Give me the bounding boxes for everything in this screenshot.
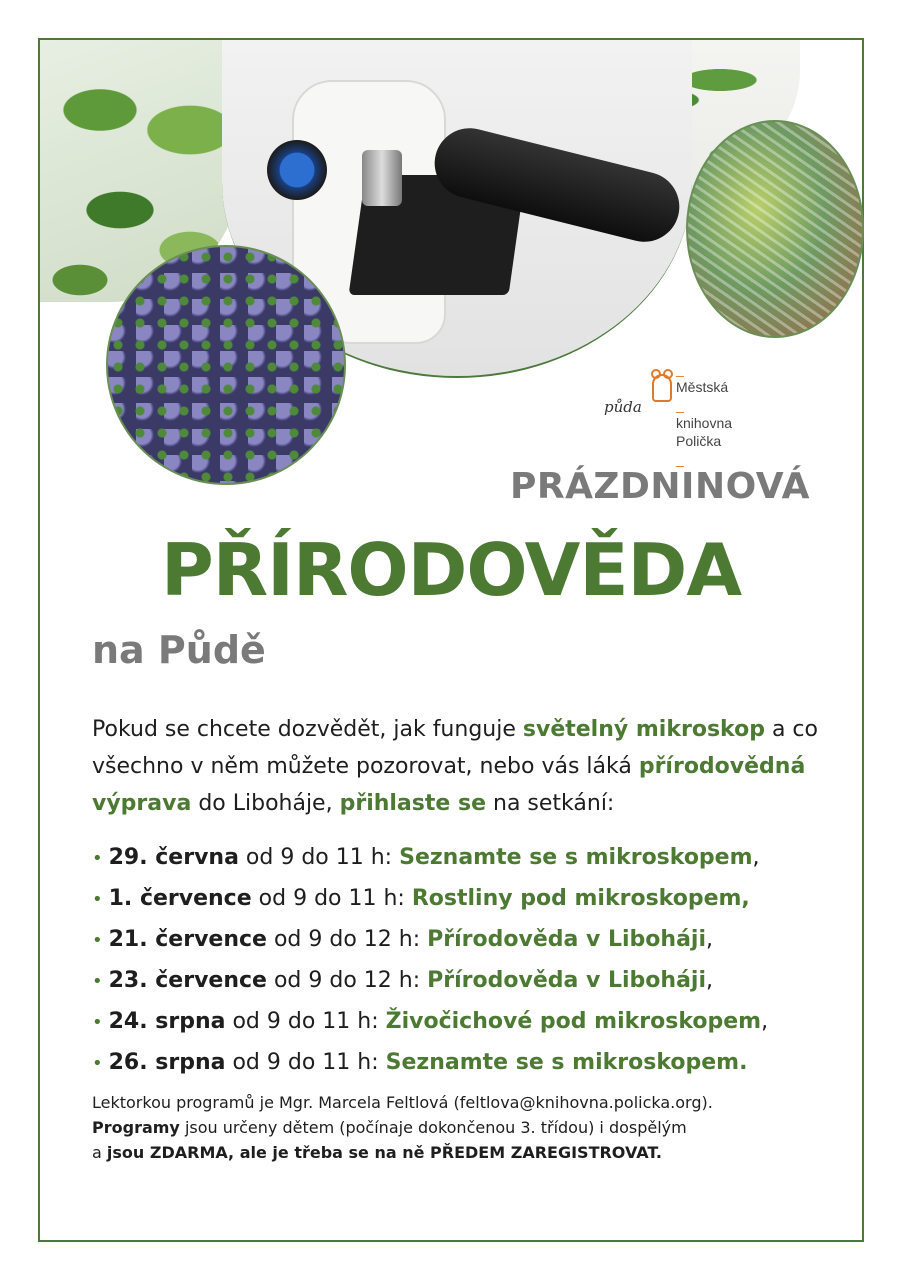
intro-paragraph [92, 711, 822, 822]
footer-text-2: jsou určeny dětem (počínaje dokončenou 3. třídou) i dospělým [184, 1118, 687, 1137]
session-topic: Seznamte se s mikroskopem. [385, 1050, 748, 1075]
session-topic: Seznamte se s mikroskopem [399, 845, 753, 870]
session-time: od 9 do 11 h: [258, 886, 405, 911]
list-item [92, 838, 852, 879]
session-date: 21. července [108, 927, 267, 952]
session-date: 29. června [108, 845, 239, 870]
bullet-icon: • [92, 971, 103, 992]
logo-text: _ Městská _ knihovna Polička _ [676, 361, 733, 467]
footer-line-3 [92, 1140, 812, 1165]
list-item [92, 1043, 852, 1084]
heading-kicker: PRÁZDNINOVÁ [509, 466, 810, 507]
session-list [92, 838, 852, 1084]
footer-line-2 [92, 1115, 812, 1140]
session-punct: , [752, 845, 760, 870]
session-topic: Rostliny pod mikroskopem, [411, 886, 750, 911]
page-subtitle: na Půdě [92, 628, 266, 672]
intro-text-3: do Liboháje, [198, 791, 333, 816]
cells-micrograph [106, 245, 346, 485]
intro-highlight-3: přihlaste se [339, 791, 486, 816]
session-time: od 9 do 11 h: [232, 1050, 379, 1075]
session-topic: Živočichové pod mikroskopem [385, 1009, 762, 1034]
microscope-knob [267, 140, 327, 200]
bullet-icon: • [92, 1053, 103, 1074]
footer-text-3: a [92, 1143, 102, 1162]
library-logo [604, 360, 764, 467]
session-time: od 9 do 12 h: [273, 968, 421, 993]
bullet-icon: • [92, 930, 103, 951]
footer-bold-2: jsou ZDARMA, ale je třeba se na ně PŘEDEM ZAREGISTROVAT. [106, 1143, 662, 1162]
session-punct: , [706, 968, 714, 993]
logo-script: půda [604, 398, 642, 416]
session-time: od 9 do 11 h: [245, 845, 393, 870]
session-date: 26. srpna [108, 1050, 226, 1075]
page-title: PŘÍRODOVĚDA [160, 528, 742, 612]
crystal-micrograph [686, 120, 864, 338]
session-topic: Přírodověda v Liboháji [427, 968, 707, 993]
session-time: od 9 do 11 h: [232, 1009, 379, 1034]
session-topic: Přírodověda v Liboháji [427, 927, 707, 952]
owl-icon [652, 374, 672, 402]
logo-line-3: Polička [676, 433, 722, 449]
list-item [92, 961, 852, 1002]
bullet-icon: • [92, 1012, 103, 1033]
session-punct: , [761, 1009, 769, 1034]
footer-line-1: Lektorkou programů je Mgr. Marcela Feltlová (feltlova@knihovna.policka.org). [92, 1093, 713, 1112]
logo-line-1: Městská [676, 379, 729, 395]
session-date: 24. srpna [108, 1009, 226, 1034]
session-punct: , [706, 927, 714, 952]
bullet-icon: • [92, 889, 103, 910]
intro-text-1: Pokud se chcete dozvědět, jak funguje [92, 717, 516, 742]
footer-note [92, 1090, 812, 1165]
footer-bold-1: Programy [92, 1118, 180, 1137]
session-date: 1. července [108, 886, 252, 911]
bullet-icon: • [92, 848, 103, 869]
logo-line-2: knihovna [676, 415, 733, 431]
intro-highlight-1: světelný mikroskop [522, 717, 765, 742]
session-time: od 9 do 12 h: [273, 927, 421, 952]
intro-text-4: na setkání: [493, 791, 615, 816]
intro-text-2: a co všechno v něm můžete pozorovat, nebo vás láká [92, 717, 818, 779]
microscope-objective [362, 150, 402, 206]
list-item [92, 879, 852, 920]
session-date: 23. července [108, 968, 267, 993]
intro-highlight-2: přírodovědná výprava [92, 754, 806, 816]
list-item [92, 920, 852, 961]
list-item [92, 1002, 852, 1043]
